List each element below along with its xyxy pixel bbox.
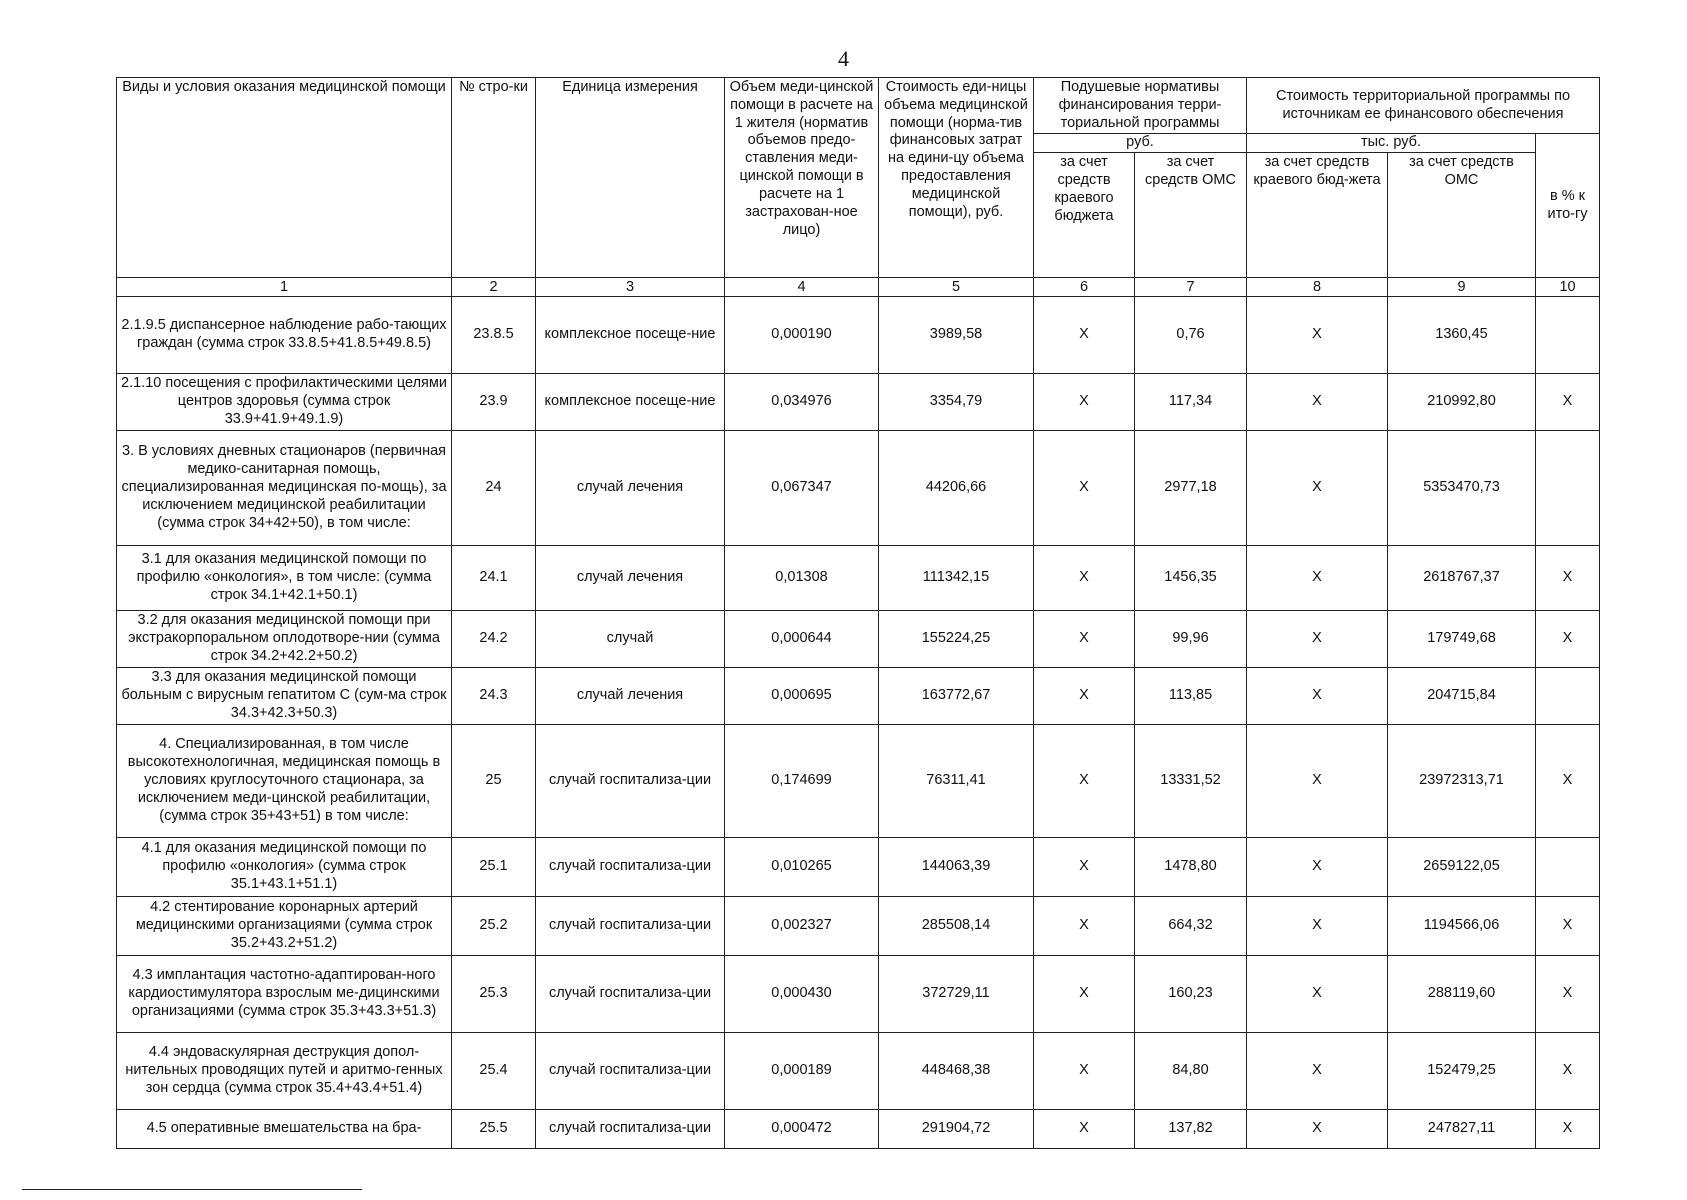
row-tp-oms: 2659122,05 — [1388, 837, 1536, 896]
table-row — [117, 1032, 1600, 1109]
header-unit-thous-rub: тыс. руб. — [1247, 134, 1536, 153]
table-row — [117, 610, 1600, 667]
row-pc-budget: X — [1034, 430, 1135, 545]
row-tp-budget: X — [1247, 1109, 1388, 1148]
header-pc-oms: за счет средств ОМС — [1135, 153, 1247, 278]
column-number-row — [117, 278, 1600, 297]
row-cost: 448468,38 — [879, 1032, 1034, 1109]
row-pc-oms: 13331,52 — [1135, 724, 1247, 837]
row-pc-oms: 1456,35 — [1135, 545, 1247, 610]
table-row — [117, 837, 1600, 896]
header-pc-budget: за счет средств краевого бюджета — [1034, 153, 1135, 278]
row-cost: 285508,14 — [879, 896, 1034, 955]
row-line-number: 25 — [452, 724, 536, 837]
column-number: 3 — [536, 278, 725, 297]
column-number: 6 — [1034, 278, 1135, 297]
row-name: 4.5 оперативные вмешательства на бра- — [117, 1109, 452, 1148]
header-unit: Единица измерения — [536, 78, 725, 278]
row-pc-budget: X — [1034, 667, 1135, 724]
row-unit: случай госпитализа-ции — [536, 837, 725, 896]
row-percent — [1536, 837, 1600, 896]
row-cost: 76311,41 — [879, 724, 1034, 837]
row-cost: 44206,66 — [879, 430, 1034, 545]
column-number: 7 — [1135, 278, 1247, 297]
row-line-number: 24.3 — [452, 667, 536, 724]
row-pc-oms: 1478,80 — [1135, 837, 1247, 896]
row-pc-budget: X — [1034, 1032, 1135, 1109]
row-tp-budget: X — [1247, 1032, 1388, 1109]
row-pc-budget: X — [1034, 837, 1135, 896]
row-tp-budget: X — [1247, 667, 1388, 724]
column-number: 1 — [117, 278, 452, 297]
row-volume: 0,174699 — [725, 724, 879, 837]
row-name: 3.3 для оказания медицинской помощи больным с вирусным гепатитом С (сум-ма строк 34.3+42.3+50.3) — [117, 667, 452, 724]
table-row — [117, 1109, 1600, 1148]
footnote-separator — [22, 1189, 362, 1190]
row-cost: 144063,39 — [879, 837, 1034, 896]
row-percent — [1536, 430, 1600, 545]
row-tp-oms: 1360,45 — [1388, 297, 1536, 374]
row-pc-oms: 99,96 — [1135, 610, 1247, 667]
row-percent — [1536, 667, 1600, 724]
table-row — [117, 545, 1600, 610]
row-unit: случай лечения — [536, 545, 725, 610]
header-unit-rub: руб. — [1034, 134, 1247, 153]
row-name: 3.2 для оказания медицинской помощи при экстракорпоральном оплодотворе-нии (сумма строк 34.2+42.2+50.2) — [117, 610, 452, 667]
row-unit: случай лечения — [536, 430, 725, 545]
row-tp-budget: X — [1247, 374, 1388, 430]
row-line-number: 24.2 — [452, 610, 536, 667]
row-name: 4.3 имплантация частотно-адаптирован-ного кардиостимулятора взрослым ме-дицинскими организациями (сумма строк 35.3+43.3+51.3) — [117, 955, 452, 1032]
row-line-number: 23.8.5 — [452, 297, 536, 374]
row-line-number: 24 — [452, 430, 536, 545]
column-number: 5 — [879, 278, 1034, 297]
row-percent: X — [1536, 374, 1600, 430]
row-percent: X — [1536, 610, 1600, 667]
row-pc-budget: X — [1034, 1109, 1135, 1148]
row-pc-budget: X — [1034, 724, 1135, 837]
row-unit: случай госпитализа-ции — [536, 896, 725, 955]
row-line-number: 25.5 — [452, 1109, 536, 1148]
row-tp-budget: X — [1247, 610, 1388, 667]
financing-table — [116, 77, 1600, 1149]
row-volume: 0,067347 — [725, 430, 879, 545]
row-tp-oms: 1194566,06 — [1388, 896, 1536, 955]
row-pc-oms: 0,76 — [1135, 297, 1247, 374]
row-pc-budget: X — [1034, 896, 1135, 955]
row-volume: 0,000644 — [725, 610, 879, 667]
row-unit: случай госпитализа-ции — [536, 1109, 725, 1148]
row-pc-budget: X — [1034, 545, 1135, 610]
row-percent: X — [1536, 545, 1600, 610]
header-kinds: Виды и условия оказания медицинской помощи — [117, 78, 452, 278]
row-name: 2.1.9.5 диспансерное наблюдение рабо-тающих граждан (сумма строк 33.8.5+41.8.5+49.8.5) — [117, 297, 452, 374]
row-name: 2.1.10 посещения с профилактическими целями центров здоровья (сумма строк 33.9+41.9+49.1.9) — [117, 374, 452, 430]
row-cost: 3354,79 — [879, 374, 1034, 430]
row-volume: 0,000472 — [725, 1109, 879, 1148]
row-tp-budget: X — [1247, 955, 1388, 1032]
page-number: 4 — [838, 46, 849, 71]
table-row — [117, 374, 1600, 430]
row-volume: 0,01308 — [725, 545, 879, 610]
row-unit: случай лечения — [536, 667, 725, 724]
row-tp-budget: X — [1247, 896, 1388, 955]
header-tp-oms: за счет средств ОМС — [1388, 153, 1536, 278]
row-volume: 0,000695 — [725, 667, 879, 724]
row-tp-budget: X — [1247, 430, 1388, 545]
column-number: 8 — [1247, 278, 1388, 297]
table-row — [117, 955, 1600, 1032]
row-unit: случай госпитализа-ции — [536, 724, 725, 837]
row-pc-budget: X — [1034, 374, 1135, 430]
row-line-number: 25.4 — [452, 1032, 536, 1109]
row-tp-oms: 210992,80 — [1388, 374, 1536, 430]
header-percent: в % к ито-гу — [1536, 134, 1600, 278]
row-cost: 291904,72 — [879, 1109, 1034, 1148]
row-pc-budget: X — [1034, 955, 1135, 1032]
row-pc-oms: 664,32 — [1135, 896, 1247, 955]
column-number: 10 — [1536, 278, 1600, 297]
row-tp-budget: X — [1247, 724, 1388, 837]
row-cost: 3989,58 — [879, 297, 1034, 374]
row-pc-oms: 2977,18 — [1135, 430, 1247, 545]
row-percent: X — [1536, 1109, 1600, 1148]
row-tp-oms: 288119,60 — [1388, 955, 1536, 1032]
header-tp-budget: за счет средств краевого бюд-жета — [1247, 153, 1388, 278]
row-percent: X — [1536, 1032, 1600, 1109]
table-row — [117, 430, 1600, 545]
row-line-number: 25.1 — [452, 837, 536, 896]
row-percent: X — [1536, 896, 1600, 955]
header-program-cost-group: Стоимость территориальной программы по источникам ее финансового обеспечения — [1247, 78, 1600, 134]
row-tp-budget: X — [1247, 297, 1388, 374]
row-tp-oms: 179749,68 — [1388, 610, 1536, 667]
row-name: 3. В условиях дневных стационаров (первичная медико-санитарная помощь, специализированная медицинская по-мощь), за исключением медицинской реабилитации (сумма строк 34+42+50), в том числе: — [117, 430, 452, 545]
row-pc-oms: 160,23 — [1135, 955, 1247, 1032]
row-percent: X — [1536, 724, 1600, 837]
row-percent — [1536, 297, 1600, 374]
row-name: 4. Специализированная, в том числе высокотехнологичная, медицинская помощь в условиях круглосуточного стационара, за исключением меди-цинской реабилитации, (сумма строк 35+43+51) в том числе: — [117, 724, 452, 837]
row-line-number: 23.9 — [452, 374, 536, 430]
row-tp-oms: 5353470,73 — [1388, 430, 1536, 545]
row-name: 4.1 для оказания медицинской помощи по профилю «онкология» (сумма строк 35.1+43.1+51.1) — [117, 837, 452, 896]
header-per-capita-group: Подушевые нормативы финансирования терри-ториальной программы — [1034, 78, 1247, 134]
row-volume: 0,010265 — [725, 837, 879, 896]
row-name: 3.1 для оказания медицинской помощи по профилю «онкология», в том числе: (сумма строк 34.1+42.1+50.1) — [117, 545, 452, 610]
table-header — [117, 78, 1600, 297]
row-tp-oms: 247827,11 — [1388, 1109, 1536, 1148]
table-row — [117, 297, 1600, 374]
row-line-number: 25.2 — [452, 896, 536, 955]
row-volume: 0,034976 — [725, 374, 879, 430]
row-volume: 0,002327 — [725, 896, 879, 955]
row-volume: 0,000190 — [725, 297, 879, 374]
header-line-number: № стро-ки — [452, 78, 536, 278]
row-tp-budget: X — [1247, 837, 1388, 896]
row-pc-oms: 113,85 — [1135, 667, 1247, 724]
row-volume: 0,000430 — [725, 955, 879, 1032]
row-line-number: 24.1 — [452, 545, 536, 610]
row-unit: комплексное посеще-ние — [536, 374, 725, 430]
table-row — [117, 896, 1600, 955]
row-name: 4.2 стентирование коронарных артерий медицинскими организациями (сумма строк 35.2+43.2+51.2) — [117, 896, 452, 955]
row-pc-oms: 137,82 — [1135, 1109, 1247, 1148]
header-unit-cost: Стоимость еди-ницы объема медицинской помощи (норма-тив финансовых затрат на едини-цу объема предоставления медицинской помощи), руб. — [879, 78, 1034, 278]
table-row — [117, 724, 1600, 837]
row-tp-oms: 152479,25 — [1388, 1032, 1536, 1109]
row-cost: 155224,25 — [879, 610, 1034, 667]
row-unit: случай госпитализа-ции — [536, 955, 725, 1032]
table-body — [117, 297, 1600, 1148]
column-number: 9 — [1388, 278, 1536, 297]
row-name: 4.4 эндоваскулярная деструкция допол-нительных проводящих путей и аритмо-генных зон сердца (сумма строк 35.4+43.4+51.4) — [117, 1032, 452, 1109]
column-number: 2 — [452, 278, 536, 297]
row-line-number: 25.3 — [452, 955, 536, 1032]
row-percent: X — [1536, 955, 1600, 1032]
row-unit: случай — [536, 610, 725, 667]
row-pc-budget: X — [1034, 297, 1135, 374]
row-unit: случай госпитализа-ции — [536, 1032, 725, 1109]
row-pc-oms: 84,80 — [1135, 1032, 1247, 1109]
row-volume: 0,000189 — [725, 1032, 879, 1109]
row-tp-oms: 204715,84 — [1388, 667, 1536, 724]
header-volume: Объем меди-цинской помощи в расчете на 1 жителя (норматив объемов предо-ставления меди-цинской помощи в расчете на 1 застрахован-ное лицо) — [725, 78, 879, 278]
table-row — [117, 667, 1600, 724]
column-number: 4 — [725, 278, 879, 297]
row-tp-oms: 2618767,37 — [1388, 545, 1536, 610]
row-tp-oms: 23972313,71 — [1388, 724, 1536, 837]
row-cost: 163772,67 — [879, 667, 1034, 724]
row-cost: 372729,11 — [879, 955, 1034, 1032]
row-tp-budget: X — [1247, 545, 1388, 610]
row-pc-budget: X — [1034, 610, 1135, 667]
row-cost: 111342,15 — [879, 545, 1034, 610]
row-pc-oms: 117,34 — [1135, 374, 1247, 430]
row-unit: комплексное посеще-ние — [536, 297, 725, 374]
